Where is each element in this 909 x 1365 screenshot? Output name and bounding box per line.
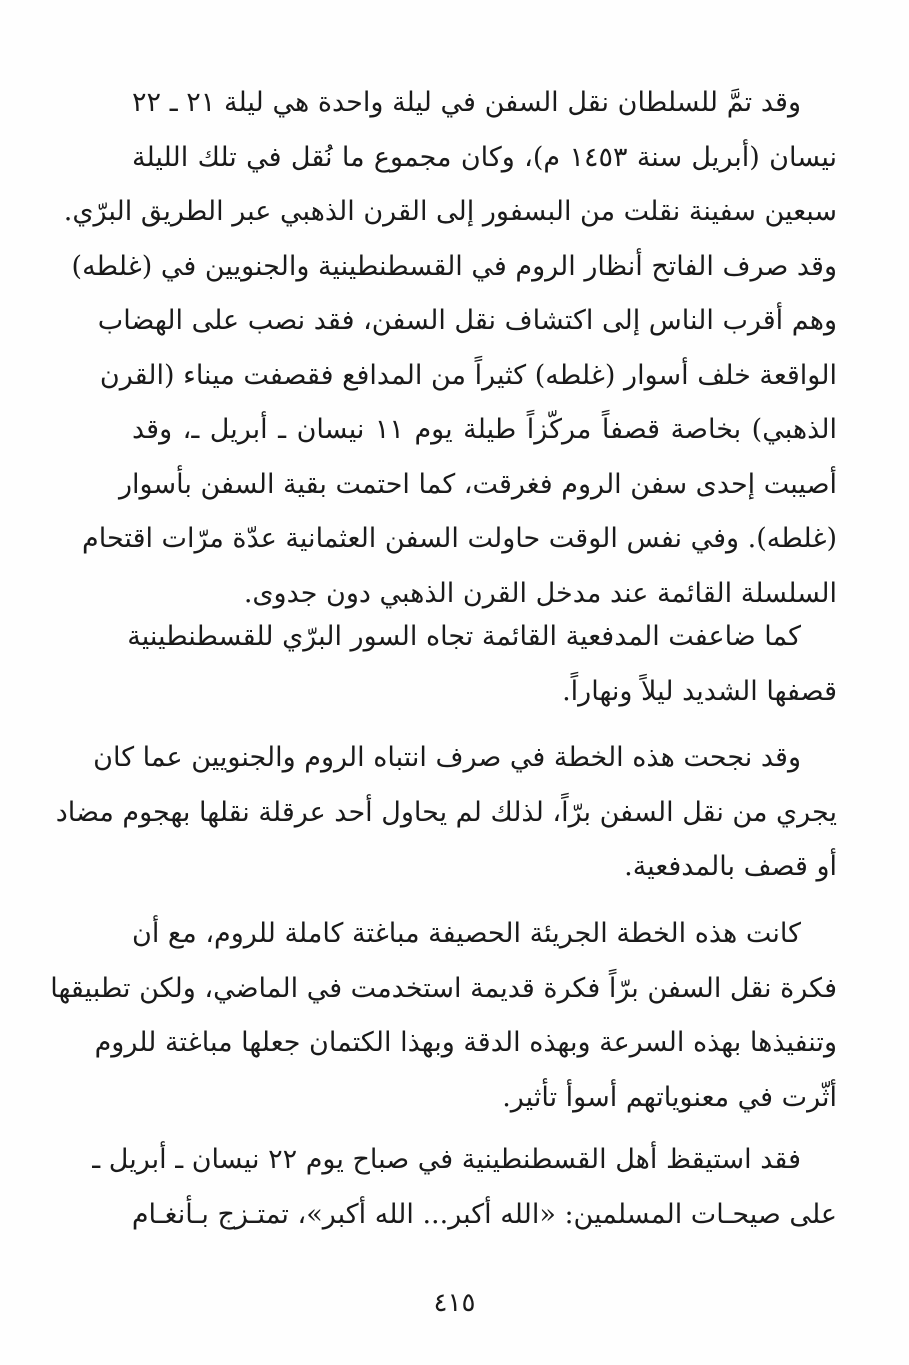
text-line: وقد صرف الفاتح أنظار الروم في القسطنطينية والجنويين في (غلطه) xyxy=(71,250,837,282)
text-line: قصفها الشديد ليلاً ونهاراً. xyxy=(562,675,837,707)
text-line: فكرة نقل السفن برّاً فكرة قديمة استخدمت في الماضي، ولكن تطبيقها xyxy=(50,972,837,1004)
text-line: وهم أقرب الناس إلى اكتشاف نقل السفن، فقد نصب على الهضاب xyxy=(97,305,837,336)
text-line: أصيبت إحدى سفن الروم فغرقت، كما احتمت بقية السفن بأسوار xyxy=(119,468,837,500)
text-line: وقد تمَّ للسلطان نقل السفن في ليلة واحدة هي ليلة ٢١ ـ ٢٢ xyxy=(132,87,801,118)
text-line: أثّرت في معنوياتهم أسوأ تأثير. xyxy=(502,1081,837,1113)
text-line: الذهبي) بخاصة قصفاً مركّزاً طيلة يوم ١١ نيسان ـ أبريل ـ، وقد xyxy=(132,414,837,445)
text-line: فقد استيقظ أهل القسطنطينية في صباح يوم ٢٢ نيسان ـ أبريل ـ xyxy=(92,1144,801,1175)
text-line: يجري من نقل السفن برّاً، لذلك لم يحاول أحد عرقلة نقلها بهجوم مضاد xyxy=(55,796,837,828)
text-line: الواقعة خلف أسوار (غلطه) كثيراً من المدافع فقصفت ميناء (القرن xyxy=(99,359,837,391)
paragraph xyxy=(50,907,837,1125)
paragraph xyxy=(92,1133,837,1242)
paragraph xyxy=(127,610,837,719)
paragraph xyxy=(63,76,837,621)
text-line: أو قصف بالمدفعية. xyxy=(624,851,837,882)
text-line: السلسلة القائمة عند مدخل القرن الذهبي دون جدوى. xyxy=(243,577,837,609)
text-line: وتنفيذها بهذه السرعة وبهذه الدقة وبهذا الكتمان جعلها مباغتة للروم xyxy=(94,1027,837,1058)
text-line: نيسان (أبريل سنة ١٤٥٣ م)، وكان مجموع ما نُقل في تلك الليلة xyxy=(132,141,837,173)
text-line: كما ضاعفت المدفعية القائمة تجاه السور البرّي للقسطنطينية xyxy=(127,621,801,652)
page-number: ٤١٥ xyxy=(433,1288,476,1318)
text-line: كانت هذه الخطة الجريئة الحصيفة مباغتة كاملة للروم، مع أن xyxy=(132,918,801,949)
text-line: (غلطه). وفي نفس الوقت حاولت السفن العثمانية عدّة مرّات اقتحام xyxy=(82,523,837,554)
text-line: سبعين سفينة نقلت من البسفور إلى القرن الذهبي عبر الطريق البرّي. xyxy=(63,196,837,227)
paragraph xyxy=(55,731,837,895)
text-line: وقد نجحت هذه الخطة في صرف انتباه الروم والجنويين عما كان xyxy=(93,742,801,773)
text-line: على صيحـات المسلمين: «الله أكبر... الله أكبر»، تمتـزج بـأنغـام xyxy=(131,1198,837,1230)
